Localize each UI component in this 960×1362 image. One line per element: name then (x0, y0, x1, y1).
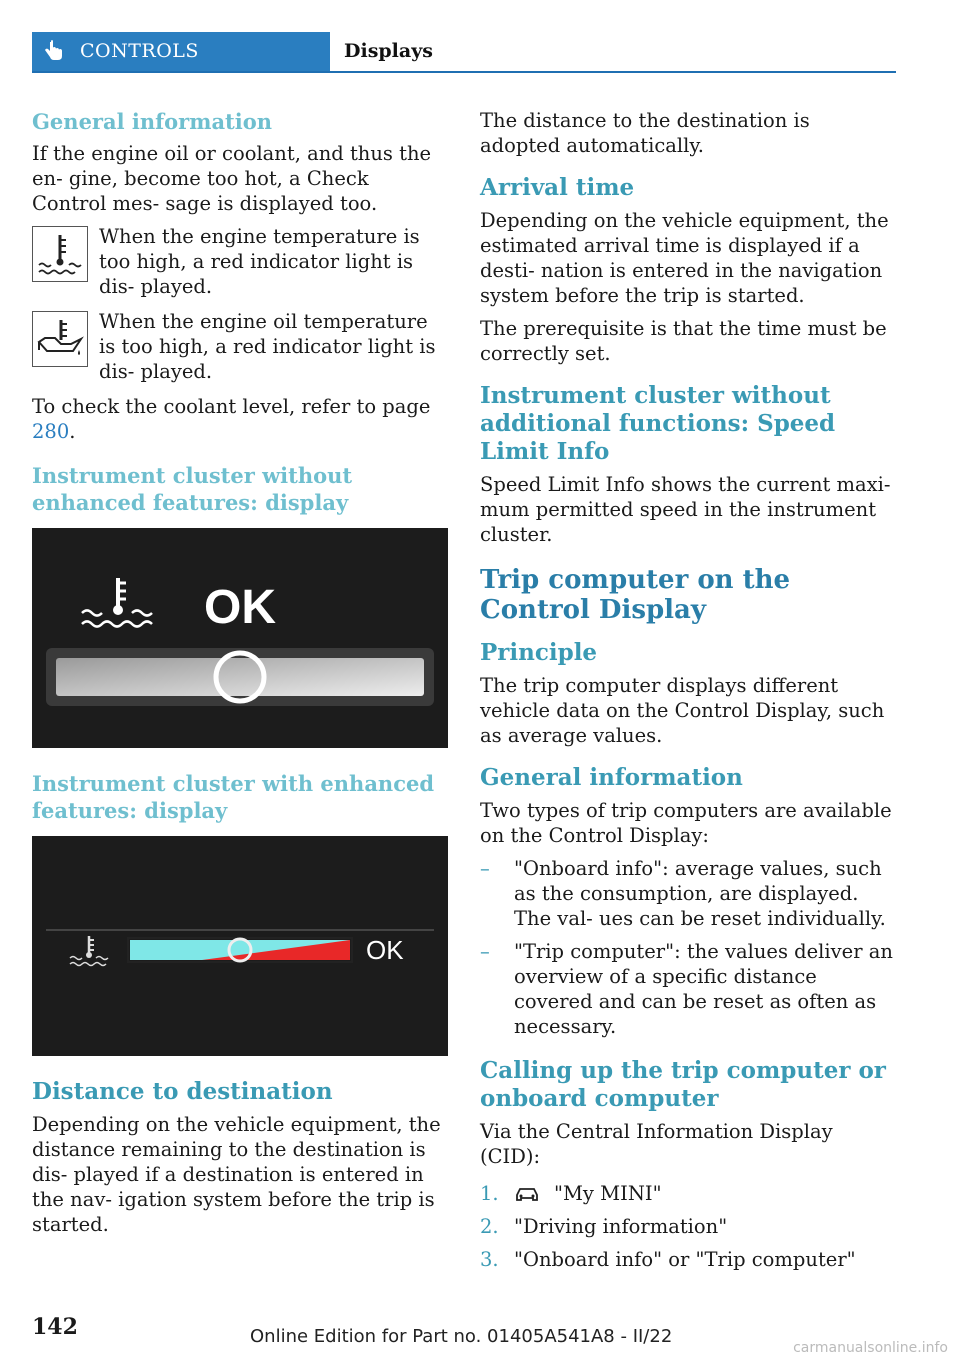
trip-types-list (480, 856, 896, 1039)
paragraph-arrival: Depending on the vehicle equipment, the estimated arrival time is displayed if a desti- nation is entered in the navigation system before the trip is started. (480, 209, 889, 307)
temperature-bar (56, 658, 424, 696)
paragraph-speed-limit: Speed Limit Info shows the current maxi- mum permitted speed in the instrument cluster. (480, 473, 891, 546)
right-column (480, 108, 896, 1280)
step-text: "Driving information" (514, 1215, 728, 1238)
step-text: "Onboard info" or "Trip computer" (514, 1248, 856, 1271)
heading-without-enhanced: Instrument cluster without enhanced features: display (32, 463, 353, 515)
heading-calling-up: Calling up the trip computer or onboard computer (480, 1057, 886, 1112)
heading-distance-to-destination: Distance to destination (32, 1078, 333, 1105)
heading-principle: Principle (480, 639, 598, 666)
step-item (480, 1247, 896, 1272)
check-coolant-text: To check the coolant level, refer to page (32, 395, 431, 418)
coolant-gauge-basic (32, 528, 448, 748)
paragraph-distance: Depending on the vehicle equipment, the distance remaining to the destination is dis- played if a destination is entered in the nav- igation system before the trip is started. (32, 1113, 441, 1236)
step-number: 2. (480, 1215, 499, 1238)
steps-list (480, 1181, 896, 1272)
heading-general-information: General information (32, 109, 273, 134)
bullet-dash: – (480, 857, 490, 880)
thermometer-icon (82, 578, 152, 627)
list-item-text: "Onboard info": average values, such as the consumption, are displayed. The val- ues can be reset individually. (514, 857, 886, 930)
list-item-text: "Trip computer": the values deliver an overview of a specific distance covered and can be reset as often as necessary. (514, 940, 893, 1038)
pointing-hand-icon (42, 40, 64, 62)
heading-general-information-right: General information (480, 764, 743, 791)
step-item (480, 1214, 896, 1239)
step-number: 1. (480, 1182, 499, 1205)
heading-with-enhanced: Instrument cluster with enhanced features: display (32, 771, 435, 823)
page-number: 142 (32, 1314, 78, 1340)
paragraph-prerequisite: The prerequisite is that the time must be correctly set. (480, 317, 887, 365)
step-number: 3. (480, 1248, 499, 1271)
left-column (32, 108, 448, 1245)
ok-label-small: OK (366, 935, 404, 965)
list-item (480, 939, 896, 1039)
oil-temperature-icon (32, 311, 88, 367)
edition-footer: Online Edition for Part no. 01405A541A8 - II/22 (250, 1326, 673, 1347)
paragraph-general: If the engine oil or coolant, and thus the en- gine, become too hot, a Check Control mes- sage is displayed too. (32, 142, 432, 215)
paragraph-trip-types: Two types of trip computers are available on the Control Display: (480, 799, 892, 847)
page-reference-link[interactable]: 280 (32, 420, 70, 443)
chapter-title: Displays (344, 40, 433, 62)
car-icon (514, 1186, 540, 1202)
display-without-enhanced-image (32, 528, 448, 748)
bullet-dash: – (480, 940, 490, 963)
coolant-temperature-icon (32, 226, 88, 282)
section-label: CONTROLS (80, 40, 199, 62)
paragraph-principle: The trip computer displays different vehicle data on the Control Display, such as average values. (480, 674, 885, 747)
ok-label: OK (204, 581, 276, 634)
list-item (480, 856, 896, 931)
oil-temp-text: When the engine oil temperature is too high, a red indicator light is dis- played. (99, 310, 436, 383)
check-coolant-period: . (69, 420, 76, 443)
oil-temp-note (32, 309, 448, 384)
heading-arrival-time: Arrival time (480, 174, 635, 201)
coolant-gauge-enhanced (32, 836, 448, 1056)
engine-temp-note (32, 224, 448, 299)
thermometer-icon-small (70, 936, 108, 966)
heading-trip-computer: Trip computer on the Control Display (480, 565, 791, 625)
step-text: "My MINI" (554, 1182, 662, 1205)
engine-temp-text: When the engine temperature is too high, a red indicator light is dis- played. (99, 225, 420, 298)
paragraph-via-cid: Via the Central Information Display (CID): (480, 1120, 833, 1168)
section-tab (32, 32, 330, 71)
watermark: carmanualsonline.info (793, 1340, 948, 1356)
page-header (32, 32, 896, 73)
step-item (480, 1181, 896, 1206)
paragraph-check-coolant (32, 394, 448, 444)
heading-speed-limit-info: Instrument cluster without additional functions: Speed Limit Info (480, 382, 836, 465)
display-with-enhanced-image (32, 836, 448, 1056)
paragraph-distance-adopted: The distance to the destination is adopted automatically. (480, 109, 810, 157)
